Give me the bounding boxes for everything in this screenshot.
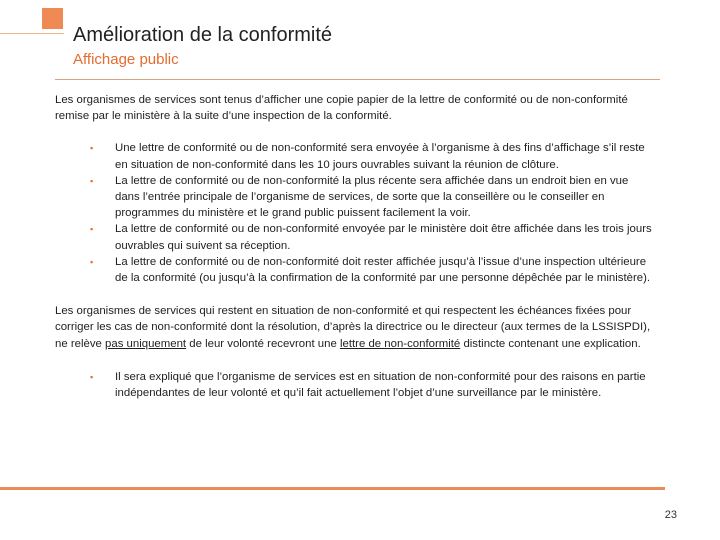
list-item-text: Une lettre de conformité ou de non-conformité sera envoyée à l’organisme à des fins d’affichage s’il reste en situation de non-conformité dans les 10 jours ouvrables suivant la réunion de clôture.	[115, 142, 645, 171]
page-number: 23	[664, 509, 677, 521]
bullet-square-icon: ▪	[90, 224, 94, 235]
decorative-top-line	[0, 33, 64, 34]
paragraph-text-1: Les organismes de services qui restent en situation de non-conformité et qui respectent les échéances fixées pour corriger les cas de non-conformité dont la résolution, d’après la directrice ou le directeur (aux termes de la LSSISPDI), ne relève	[55, 305, 651, 350]
slide-subtitle: Affichage public	[73, 51, 179, 68]
bullet-square-icon: ▪	[90, 143, 94, 154]
footer-bar	[0, 487, 665, 490]
list-item	[90, 254, 655, 286]
title-divider	[55, 79, 660, 80]
list-item	[90, 173, 655, 222]
list-item-text: La lettre de conformité ou de non-conformité envoyée par le ministère doit être affichée dans les trois jours ouvrables qui suivent sa réception.	[115, 223, 652, 252]
bullet-square-icon: ▪	[90, 371, 94, 382]
paragraph-text-2: de leur volonté recevront une	[186, 337, 340, 350]
slide-title: Amélioration de la conformité	[73, 24, 333, 46]
bullet-square-icon: ▪	[90, 256, 94, 267]
intro-paragraph: Les organismes de services sont tenus d’afficher une copie papier de la lettre de conformité ou de non-conformité remise par le ministère à la suite d’une inspection de la conformité.	[55, 94, 628, 123]
list-item-text: La lettre de conformité ou de non-conformité la plus récente sera affichée dans un endroit bien en vue dans l’entrée principale de l’organisme de services, de sorte que la conseillère ou le conseiller en programmes du ministère et le grand public puissent facilement la voir.	[115, 174, 629, 220]
list-item	[90, 221, 655, 253]
underlined-non-compliance-letter: lettre de non-conformité	[339, 337, 461, 350]
paragraph-text-3: distincte contenant une explication.	[460, 337, 641, 350]
decorative-square	[42, 8, 63, 29]
bullet-list-explanation	[55, 369, 655, 401]
slide-body	[55, 92, 655, 401]
list-item-text: La lettre de conformité ou de non-conformité doit rester affichée jusqu’à l’issue d’une inspection ultérieure de la conformité (ou jusqu’à la confirmation de la conformité par une personne dépêchée par le ministère).	[115, 255, 651, 285]
non-compliance-paragraph	[55, 303, 655, 352]
list-item	[90, 140, 655, 172]
underlined-not-solely: pas uniquement	[105, 337, 187, 350]
list-item	[90, 369, 655, 401]
list-item-text: Il sera expliqué que l’organisme de services est en situation de non-conformité pour des raisons en partie indépendantes de leur volonté et qu’il fait actuellement l’objet d’une surveillance par le ministère.	[115, 370, 646, 400]
bullet-square-icon: ▪	[90, 175, 94, 186]
bullet-list-display-rules	[55, 140, 655, 286]
